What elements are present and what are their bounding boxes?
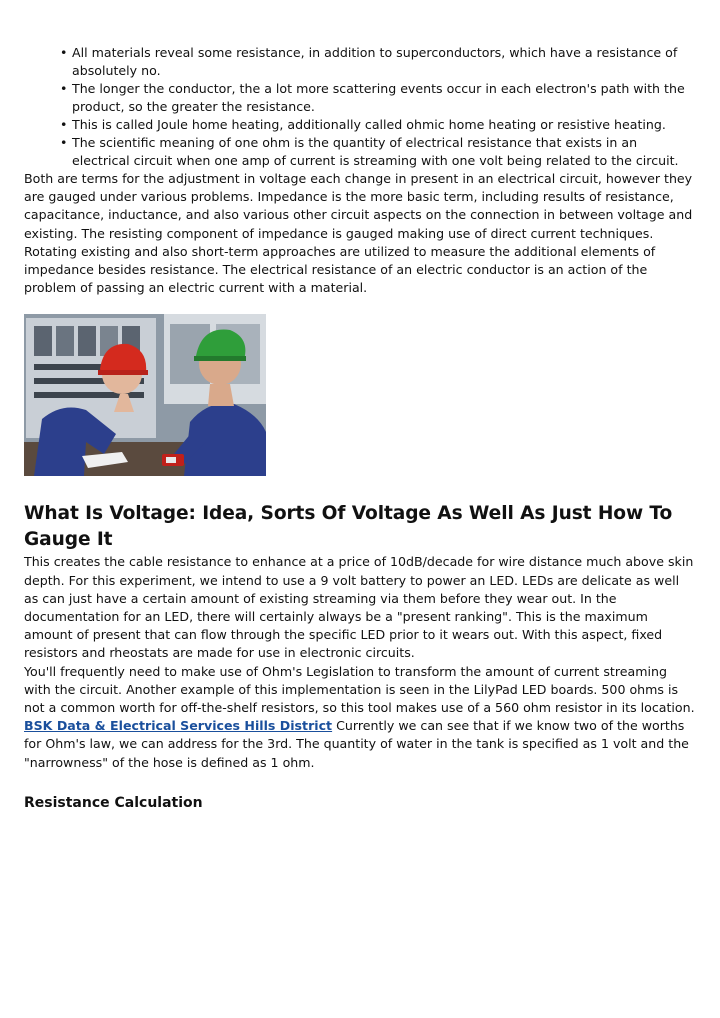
bullet-item: • All materials reveal some resistance, in addition to superconductors, which have a resistance of absolutely no.	[72, 44, 696, 80]
paragraph-text: You'll frequently need to make use of Ohm's Legislation to transform the amount of current streaming with the circuit. Another example of this implementation is seen in the LilyPad LED boards. 500 ohms is not a common worth for off-the-shelf resistors, so this tool makes use of a 560 ohm resistor in its location.	[24, 663, 695, 716]
bullet-item: • The scientific meaning of one ohm is the quantity of electrical resistance that exists in an electrical circuit when one amp of current is streaming with one volt being related to the circuit.	[72, 134, 696, 170]
bsk-services-link[interactable]: BSK Data & Electrical Services Hills District	[24, 718, 333, 734]
paragraph-ohms-law	[24, 663, 696, 772]
subsection-heading: Resistance Calculation	[24, 794, 203, 811]
paragraph-text: Currently we can see that if we know two of the worths for Ohm's law, we can address for the 3rd. The quantity of water in the tank is specified as 1 volt and the "narrowness" of the hose is defined as 1 ohm.	[24, 718, 689, 770]
electricians-photo	[24, 314, 266, 476]
paragraph-impedance: Both are terms for the adjustment in voltage each change in present in an electrical circuit, however they are gauged under various problems. Impedance is the more basic term, including results of resistance, capacitance, inductance, and also various other circuit aspects on the connection in between voltage and existing. The resisting component of impedance is gauged making use of direct current techniques. Rotating existing and also short-term approaches are utilized to measure the additional elements of impedance besides resistance. The electrical resistance of an electric conductor is an action of the problem of passing an electric current with a material.	[24, 171, 693, 296]
bullet-item: • The longer the conductor, the a lot more scattering events occur in each electron's path with the product, so the greater the resistance.	[72, 80, 696, 116]
document-page	[24, 44, 696, 813]
bullet-list	[24, 44, 696, 170]
section-heading: What Is Voltage: Idea, Sorts Of Voltage As Well As Just How To Gauge It	[24, 503, 673, 551]
bullet-item: • This is called Joule home heating, additionally called ohmic home heating or resistive heating.	[72, 116, 696, 134]
paragraph-led: This creates the cable resistance to enhance at a price of 10dB/decade for wire distance much above skin depth. For this experiment, we intend to use a 9 volt battery to power an LED. LEDs are delicate as well as can just have a certain amount of existing streaming via them before they wear out. In the documentation for an LED, there will certainly always be a "present ranking". This is the maximum amount of present that can flow through the specific LED prior to it wears out. With this aspect, fixed resistors and rheostats are made for use in electronic circuits.	[24, 554, 694, 661]
